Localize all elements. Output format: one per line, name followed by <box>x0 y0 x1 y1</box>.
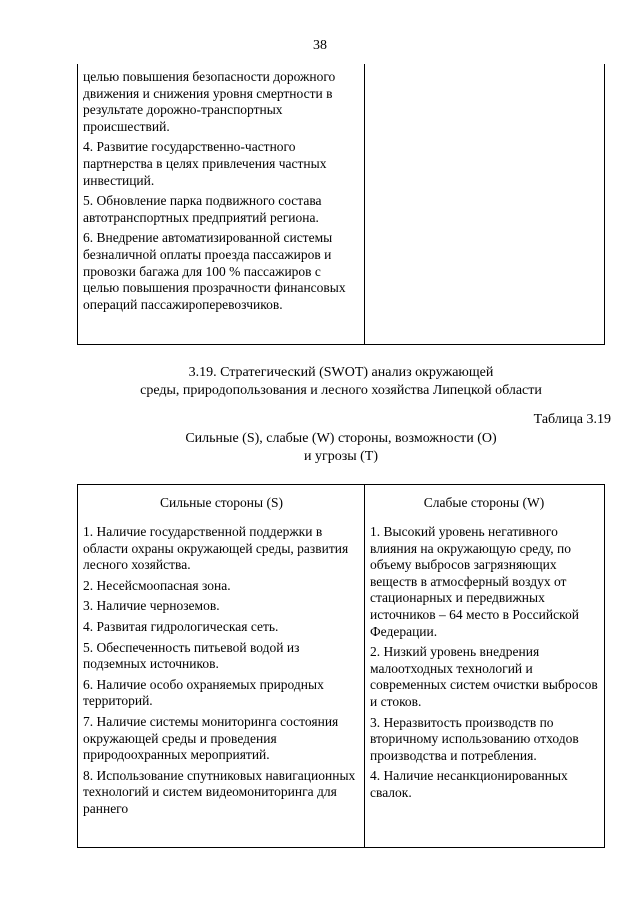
section-heading <box>77 364 605 400</box>
strength-item: 5. Обеспеченность питьевой водой из подземных источников. <box>83 639 300 672</box>
strength-item: 6. Наличие особо охраняемых природных территорий. <box>83 676 324 709</box>
continued-table <box>77 64 605 345</box>
weakness-item: 4. Наличие несанкционированных свалок. <box>370 768 568 800</box>
strength-item: 8. Использование спутниковых навигационных технологий и систем видеомониторинга для раннего <box>83 767 356 816</box>
weaknesses-column <box>370 485 598 806</box>
strengths-column <box>83 485 360 822</box>
list-item: целью повышения безопасности дорожного движения и снижения уровня смертности в результате дорожно-транспортных происшествий. <box>83 69 336 134</box>
list-item: 4. Развитие государственно-частного партнерства в целях привлечения частных инвестиций. <box>83 139 327 188</box>
strength-item: 1. Наличие государственной поддержки в области охраны окружающей среды, развития лесного хозяйства. <box>83 524 349 573</box>
weakness-item: 3. Неразвитость производств по вторичному использованию отходов производства и потребления. <box>370 714 579 763</box>
table-caption-line: Сильные (S), слабые (W) стороны, возможности (O) <box>185 431 497 446</box>
table-caption-line: и угрозы (T) <box>303 449 379 464</box>
page-number: 38 <box>313 38 327 53</box>
list-item: 6. Внедрение автоматизированной системы безналичной оплаты проезда пассажиров и провозки багажа для 100 % пассажиров с целью повышения прозрачности финансовых операций пассажироперевозчиков. <box>83 230 346 312</box>
continued-table-left-cell <box>83 69 360 317</box>
section-heading-line: 3.19. Стратегический (SWOT) анализ окружающей <box>188 365 494 380</box>
strength-item: 4. Развитая гидрологическая сеть. <box>83 618 279 634</box>
weakness-item: 2. Низкий уровень внедрения малоотходных технологий и современных систем очистки выбросов и стоков. <box>370 644 598 709</box>
strengths-header: Сильные стороны (S) <box>160 495 283 510</box>
weakness-item: 1. Высокий уровень негативного влияния на окружающую среду, по объему выбросов загрязняющих веществ в атмосферный воздух от стационарных и передвижных источников – 64 место в Российской Федерации. <box>370 524 579 639</box>
table-label: Таблица 3.19 <box>533 412 611 427</box>
table-column-divider <box>364 485 365 847</box>
weaknesses-header: Слабые стороны (W) <box>423 495 545 510</box>
section-heading-line: среды, природопользования и лесного хозяйства Липецкой области <box>140 383 542 398</box>
strength-item: 2. Несейсмоопасная зона. <box>83 577 231 593</box>
strength-item: 3. Наличие черноземов. <box>83 598 220 614</box>
swot-table <box>77 484 605 848</box>
strength-item: 7. Наличие системы мониторинга состояния окружающей среды и проведения природоохранных мероприятий. <box>83 713 339 763</box>
list-item: 5. Обновление парка подвижного состава автотранспортных предприятий региона. <box>83 193 322 225</box>
table-column-divider <box>364 64 365 344</box>
table-caption <box>77 430 605 466</box>
